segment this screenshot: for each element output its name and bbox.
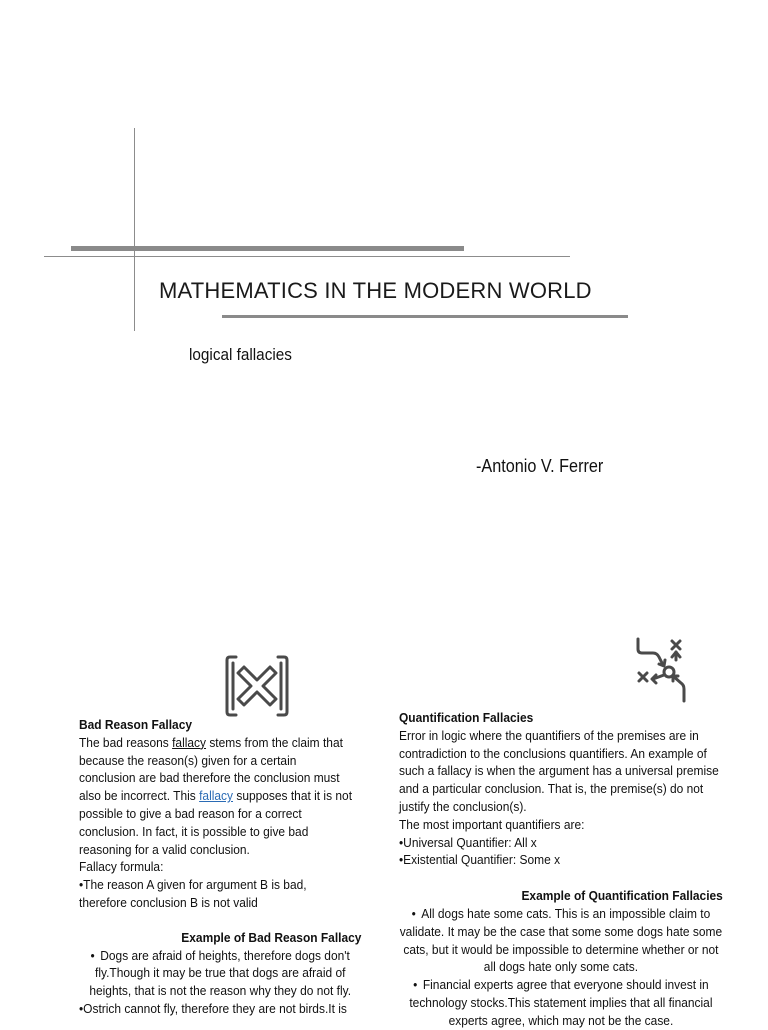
list-item: • Dogs are afraid of heights, therefore dogs don't fly.Though it may be true that dogs are afraid of heights, that is not the reason why they do not fly.	[89, 947, 352, 999]
title-underline-rule	[222, 315, 628, 318]
quantification-heading: Quantification Fallacies	[399, 710, 534, 725]
list-item: • All dogs hate some cats. This is an impossible claim to validate. It may be the case that some some dogs hate some cats, but it would be impossible to determine whether or not all dogs hate only some cats.	[399, 905, 723, 975]
title-horizontal-rule	[44, 256, 570, 257]
quantification-column	[399, 709, 739, 1030]
formula-label: Fallacy formula:	[79, 859, 164, 875]
quantification-example-heading: Example of Quantification Fallacies	[521, 888, 723, 904]
bad-reason-column	[79, 716, 369, 1018]
title-thick-rule	[71, 246, 464, 251]
page-subtitle: logical fallacies	[189, 345, 292, 364]
quantifiers-intro: The most important quantifiers are:	[399, 816, 585, 832]
existential-quantifier: •Existential Quantifier: Some x	[399, 852, 561, 868]
formula-text: •The reason A given for argument B is bad, therefore conclusion B is not valid	[79, 877, 307, 910]
universal-quantifier: •Universal Quantifier: All x	[399, 834, 537, 850]
list-item: • Financial experts agree that everyone should invest in technology stocks.This statement implies that all financial experts agree, which may not be the case.	[409, 977, 713, 1028]
strategy-arrows-icon	[635, 635, 703, 705]
bad-reason-example-heading: Example of Bad Reason Fallacy	[181, 929, 362, 945]
quantification-paragraph: Error in logic where the quantifiers of the premises are in contradiction to the conclusions quantifiers. An example of such a fallacy is when the argument has a universal premise and a particular conclusion. That is, the premise(s) do not justify the conclusion(s).	[399, 727, 719, 814]
bad-reason-paragraph: The bad reasons fallacy stems from the claim that because the reason(s) given for a certain conclusion are bad therefore the conclusion must also be incorrect. This fallacy supposes that it is not possible to give a bad reason for a correct conclusion. In fact, it is possible to give bad reasoning for a valid conclusion.	[79, 734, 353, 857]
list-item: •Ostrich cannot fly, therefore they are not birds.It is	[79, 1000, 347, 1016]
author-name: -Antonio V. Ferrer	[476, 456, 604, 476]
page-title: MATHEMATICS IN THE MODERN WORLD	[159, 278, 592, 303]
fallacy-link-1[interactable]: fallacy	[172, 734, 207, 750]
fallacy-link-2[interactable]: fallacy	[199, 788, 234, 804]
bad-reason-heading: Bad Reason Fallacy	[79, 717, 193, 732]
title-vertical-rule	[134, 128, 135, 331]
fallacy-x-bracket-icon	[224, 653, 290, 719]
